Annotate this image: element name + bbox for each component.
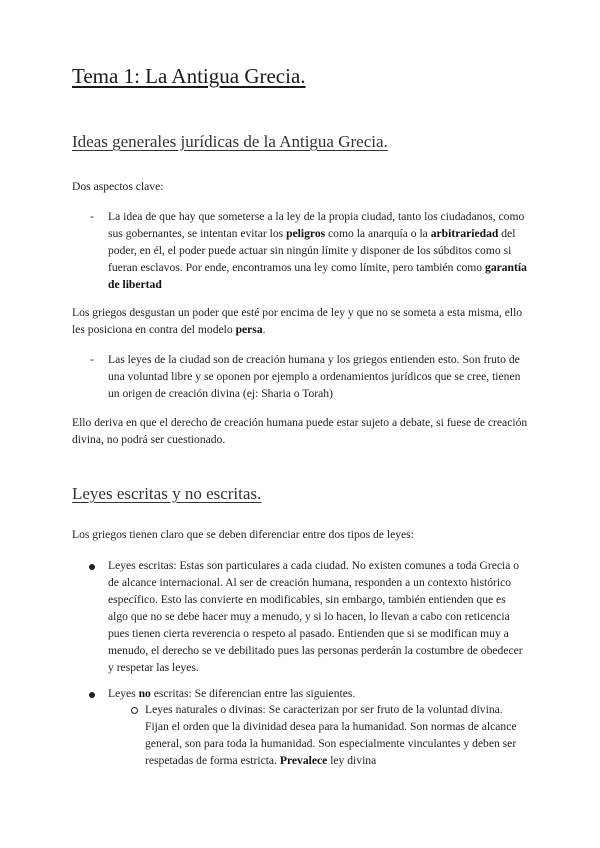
dash-marker: - (90, 210, 94, 223)
bullet-dot (89, 564, 95, 570)
section2-intro: Los griegos tienen claro que se deben diferenciar entre dos tipos de leyes: (72, 528, 414, 541)
paragraph-derecho-debate: Ello deriva en que el derecho de creación humana puede estar sujeto a debate, si fuese de creación divina, no podrá ser cuestionado. (72, 416, 528, 446)
list-item-leyes-escritas: Leyes escritas: Estas son particulares a cada ciudad. No existen comunes a toda Grecia o de alcance internacional. Al ser de creación humana, responden a un contexto histórico específico. Esto las convierte en modificables, sin embargo, también entienden que es algo que no se debe hacer muy a menudo, y si lo hacen, lo llevan a cabo con reticencia pues tienen cierta reverencia o respeto al pasado. Entienden que si se modifican muy a menudo, el derecho se ve debilitado pues las personas perderán la costumbre de obedecer y respetar las leyes. (108, 559, 523, 674)
section1-intro: Dos aspectos clave: (72, 180, 164, 193)
list-item-creacion-humana: Las leyes de la ciudad son de creación humana y los griegos entienden esto. Son fruto de una voluntad libre y se oponen por ejemplo a ordenamientos jurídicos que se cree, tienen un origen de creación divina (ej: Sharia o Torah) (108, 353, 521, 400)
bullet-circle (131, 707, 138, 714)
paragraph-poder-persa: Los griegos desgustan un poder que esté por encima de ley y que no se someta a esta misma, ello les posiciona en contra del modelo persa. (72, 306, 523, 336)
page-title: Tema 1: La Antigua Grecia. (72, 64, 306, 88)
list-item-leyes-no-escritas: Leyes no escritas: Se diferencian entre las siguientes. (108, 687, 356, 700)
section-heading-leyes: Leyes escritas y no escritas. (72, 484, 262, 503)
section-heading-ideas: Ideas generales jurídicas de la Antigua Grecia. (72, 132, 388, 151)
list-item-ley-propia-ciudad: La idea de que hay que someterse a la ley de la propia ciudad, tanto los ciudadanos, como sus gobernantes, se intentan evitar los peligros como la anarquía o la arbitrariedad del poder, en él, el poder puede actuar sin ningún límite y disponer de los súbditos como si fueran esclavos. Por ende, encontramos una ley como límite, pero también como garantía de libertad (108, 210, 527, 291)
sublist-item-leyes-naturales: Leyes naturales o divinas: Se caracterizan por ser fruto de la voluntad divina. Fijan el orden que la divinidad desea para la humanidad. Son normas de alcance general, son para toda la humanidad. Son especialmente vinculantes y deben ser respetadas de forma estricta. Prevalece ley divina (145, 703, 517, 767)
dash-marker: - (90, 353, 94, 366)
bullet-dot (89, 692, 95, 698)
